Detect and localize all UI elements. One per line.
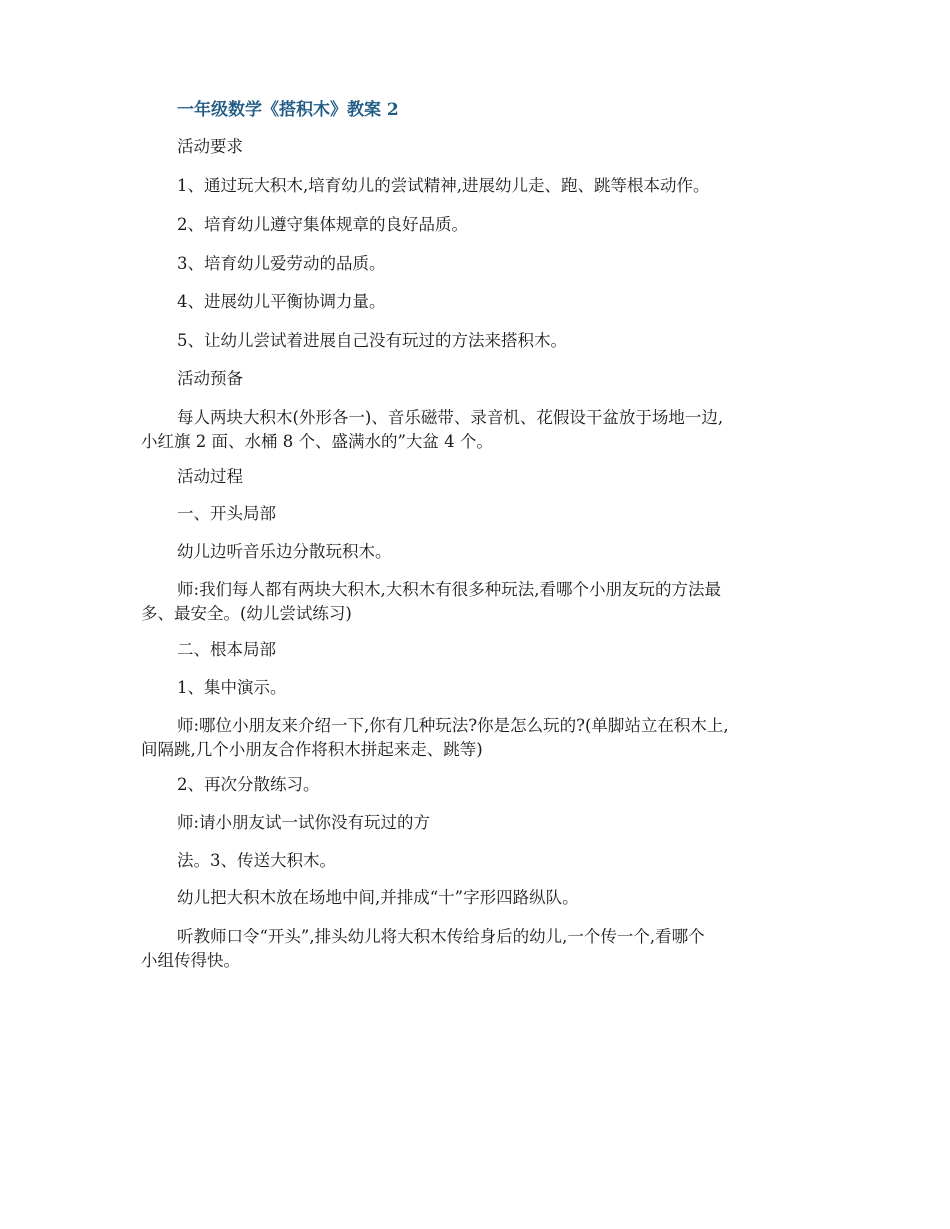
text-line: 每人两块大积木(外形各一)、音乐磁带、录音机、花假设干盆放于场地一边, bbox=[177, 408, 724, 427]
teacher-paragraph-3: 师:请小朋友试一试你没有玩过的方 bbox=[177, 813, 431, 832]
teacher-paragraph-2 bbox=[141, 714, 821, 762]
formation-paragraph: 幼儿把大积木放在场地中间,并排成“十”字形四路纵队。 bbox=[177, 888, 579, 907]
section-basic: 二、根本局部 bbox=[177, 640, 276, 659]
opening-paragraph: 幼儿边听音乐边分散玩积木。 bbox=[177, 542, 392, 561]
heading-activity-process: 活动过程 bbox=[177, 467, 243, 486]
requirement-item-4: 4、进展幼儿平衡协调力量。 bbox=[177, 292, 386, 311]
document-title: 一年级数学《搭积木》教案 2 bbox=[177, 100, 399, 120]
text-line: 师:我们每人都有两块大积木,大积木有很多种玩法,看哪个小朋友玩的方法最 bbox=[177, 580, 722, 599]
basic-item-3: 法。3、传送大积木。 bbox=[177, 851, 336, 870]
text-line: 小红旗 2 面、水桶 8 个、盛满水的”大盆 4 个。 bbox=[141, 432, 493, 451]
basic-item-2: 2、再次分散练习。 bbox=[177, 775, 320, 794]
relay-paragraph bbox=[141, 925, 821, 973]
requirement-item-3: 3、培育幼儿爱劳动的品质。 bbox=[177, 254, 386, 273]
text-line: 间隔跳,几个小朋友合作将积木拼起来走、跳等) bbox=[141, 740, 483, 759]
text-line: 听教师口令“开头”,排头幼儿将大积木传给身后的幼儿,一个传一个,看哪个 bbox=[177, 927, 705, 946]
text-line: 多、最安全。(幼儿尝试练习) bbox=[141, 604, 352, 623]
heading-activity-preparation: 活动预备 bbox=[177, 369, 243, 388]
text-line: 师:哪位小朋友来介绍一下,你有几种玩法?你是怎么玩的?(单脚站立在积木上, bbox=[177, 716, 729, 735]
heading-activity-requirements: 活动要求 bbox=[177, 137, 243, 156]
requirement-item-2: 2、培育幼儿遵守集体规章的良好品质。 bbox=[177, 215, 468, 234]
preparation-paragraph bbox=[141, 406, 821, 454]
basic-item-1: 1、集中演示。 bbox=[177, 678, 287, 697]
teacher-paragraph-1 bbox=[141, 578, 821, 626]
section-opening: 一、开头局部 bbox=[177, 504, 276, 523]
requirement-item-1: 1、通过玩大积木,培育幼儿的尝试精神,进展幼儿走、跑、跳等根本动作。 bbox=[177, 176, 710, 195]
requirement-item-5: 5、让幼儿尝试着进展自己没有玩过的方法来搭积木。 bbox=[177, 331, 567, 350]
text-line: 小组传得快。 bbox=[141, 951, 240, 970]
